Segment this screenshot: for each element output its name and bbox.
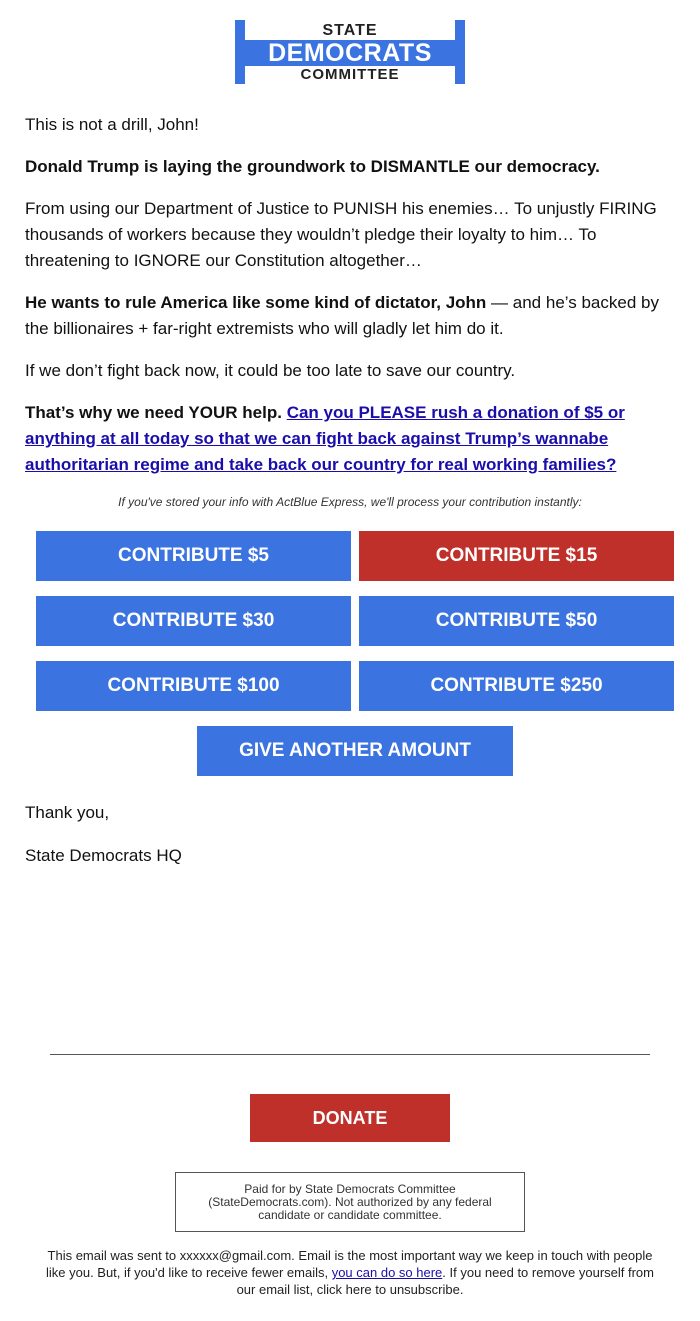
paid-for-disclaimer: Paid for by State Democrats Committee (StateDemocrats.com). Not authorized by any federal candidate or candidate committee. <box>175 1172 525 1232</box>
greeting: This is not a drill, John! <box>25 115 199 134</box>
fewer-emails-link[interactable]: you can do so here <box>331 1265 443 1280</box>
paragraph-2-bold: He wants to rule America like some kind of dictator, John <box>25 293 487 312</box>
contribute-100-button[interactable]: CONTRIBUTE $100 <box>36 661 351 711</box>
paragraph-2-rest: — and he’s backed by the billionaires + far-right extremists who will gladly let him do it. <box>25 293 659 338</box>
state-democrats-logo <box>235 20 465 84</box>
donation-cta-link[interactable]: Can you PLEASE rush a donation of $5 or anything at all today so that we can fight back against Trump’s wannabe authoritarian regime and take back our country for real working families? <box>25 403 625 474</box>
give-another-amount-button[interactable]: GIVE ANOTHER AMOUNT <box>197 726 513 776</box>
logo-frame <box>245 20 455 84</box>
contribute-30-button[interactable]: CONTRIBUTE $30 <box>36 596 351 646</box>
signoff <box>25 800 182 886</box>
email-body <box>25 112 675 494</box>
paragraph-4 <box>25 400 675 478</box>
actblue-express-note: If you've stored your info with ActBlue Express, we'll process your contribution instantly: <box>118 495 582 509</box>
footer-divider <box>50 1054 650 1055</box>
signature: State Democrats HQ <box>25 846 182 865</box>
footer-text-1: This email was sent to xxxxxx@gmail.com. Email is the most important way we keep in touch with people like you. But, if you'd like to receive fewer emails, <box>45 1248 653 1280</box>
logo-bottom-text: COMMITTEE <box>300 66 400 83</box>
footer-text <box>45 1247 655 1298</box>
paragraph-1: From using our Department of Justice to PUNISH his enemies… To unjustly FIRING thousands of workers because they wouldn’t pledge their loyalty to him… To threatening to IGNORE our Constitution altogether… <box>25 199 657 270</box>
headline: Donald Trump is laying the groundwork to DISMANTLE our democracy. <box>25 157 600 176</box>
paragraph-2 <box>25 290 675 342</box>
logo-main-text: DEMOCRATS <box>235 40 465 66</box>
paragraph-4-bold: That’s why we need YOUR help. <box>25 403 282 422</box>
thank-you-text: Thank you, <box>25 803 110 822</box>
donate-button[interactable]: DONATE <box>250 1094 450 1142</box>
contribute-5-button[interactable]: CONTRIBUTE $5 <box>36 531 351 581</box>
paragraph-3: If we don’t fight back now, it could be too late to save our country. <box>25 361 516 380</box>
contribute-50-button[interactable]: CONTRIBUTE $50 <box>359 596 674 646</box>
footer-text-2: . If you need to remove yourself from our email list, click here to unsubscribe. <box>236 1265 654 1297</box>
contribute-250-button[interactable]: CONTRIBUTE $250 <box>359 661 674 711</box>
contribute-15-button[interactable]: CONTRIBUTE $15 <box>359 531 674 581</box>
logo-top-text: STATE <box>322 22 378 39</box>
